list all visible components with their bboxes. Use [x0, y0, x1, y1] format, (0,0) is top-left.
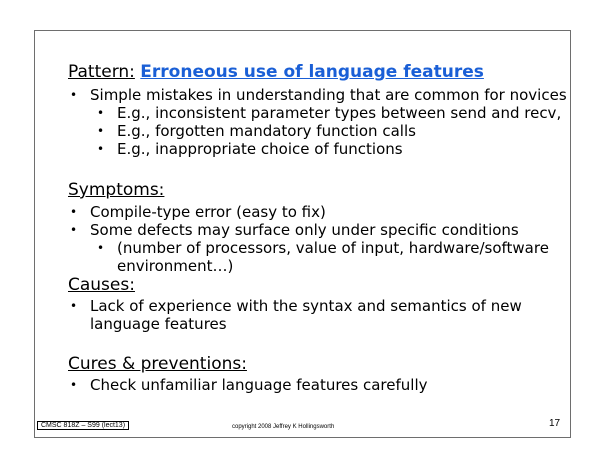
pattern-sub-bullet: E.g., forgotten mandatory function calls	[117, 122, 416, 140]
causes-bullet: Lack of experience with the syntax and semantics of new	[90, 297, 522, 315]
bullet-glyph: •	[70, 378, 78, 392]
pattern-title: Erroneous use of language features	[140, 62, 484, 82]
symptoms-bullet: Some defects may surface only under specific conditions	[90, 221, 519, 239]
bullet-glyph: •	[97, 241, 105, 255]
causes-bullet-continuation: language features	[90, 315, 227, 333]
symptoms-bullet: Compile-type error (easy to fix)	[90, 203, 326, 221]
pattern-bullet: Simple mistakes in understanding that are common for novices	[90, 86, 567, 104]
bullet-glyph: •	[70, 205, 78, 219]
symptoms-sub-bullet: (number of processors, value of input, hardware/software	[117, 239, 549, 257]
symptoms-heading: Symptoms:	[68, 180, 165, 200]
bullet-glyph: •	[70, 223, 78, 237]
bullet-glyph: •	[97, 124, 105, 138]
bullet-glyph: •	[97, 142, 105, 156]
bullet-glyph: •	[70, 299, 78, 313]
footer-course-label: CMSC 818Z – S99 (lect13)	[37, 421, 129, 430]
footer-course	[37, 421, 129, 430]
pattern-sub-bullet: E.g., inappropriate choice of functions	[117, 140, 403, 158]
bullet-glyph: •	[97, 106, 105, 120]
pattern-heading	[68, 62, 484, 82]
page-number: 17	[549, 418, 561, 429]
bullet-glyph: •	[70, 88, 78, 102]
footer-copyright: copyright 2008 Jeffrey K Hollingsworth	[232, 424, 335, 430]
pattern-sub-bullet: E.g., inconsistent parameter types between send and recv,	[117, 104, 562, 122]
causes-heading: Causes:	[68, 275, 135, 295]
pattern-label: Pattern:	[68, 62, 135, 82]
symptoms-sub-bullet-continuation: environment…)	[117, 257, 234, 275]
cures-heading: Cures & preventions:	[68, 354, 247, 374]
cures-bullet: Check unfamiliar language features carefully	[90, 376, 428, 394]
